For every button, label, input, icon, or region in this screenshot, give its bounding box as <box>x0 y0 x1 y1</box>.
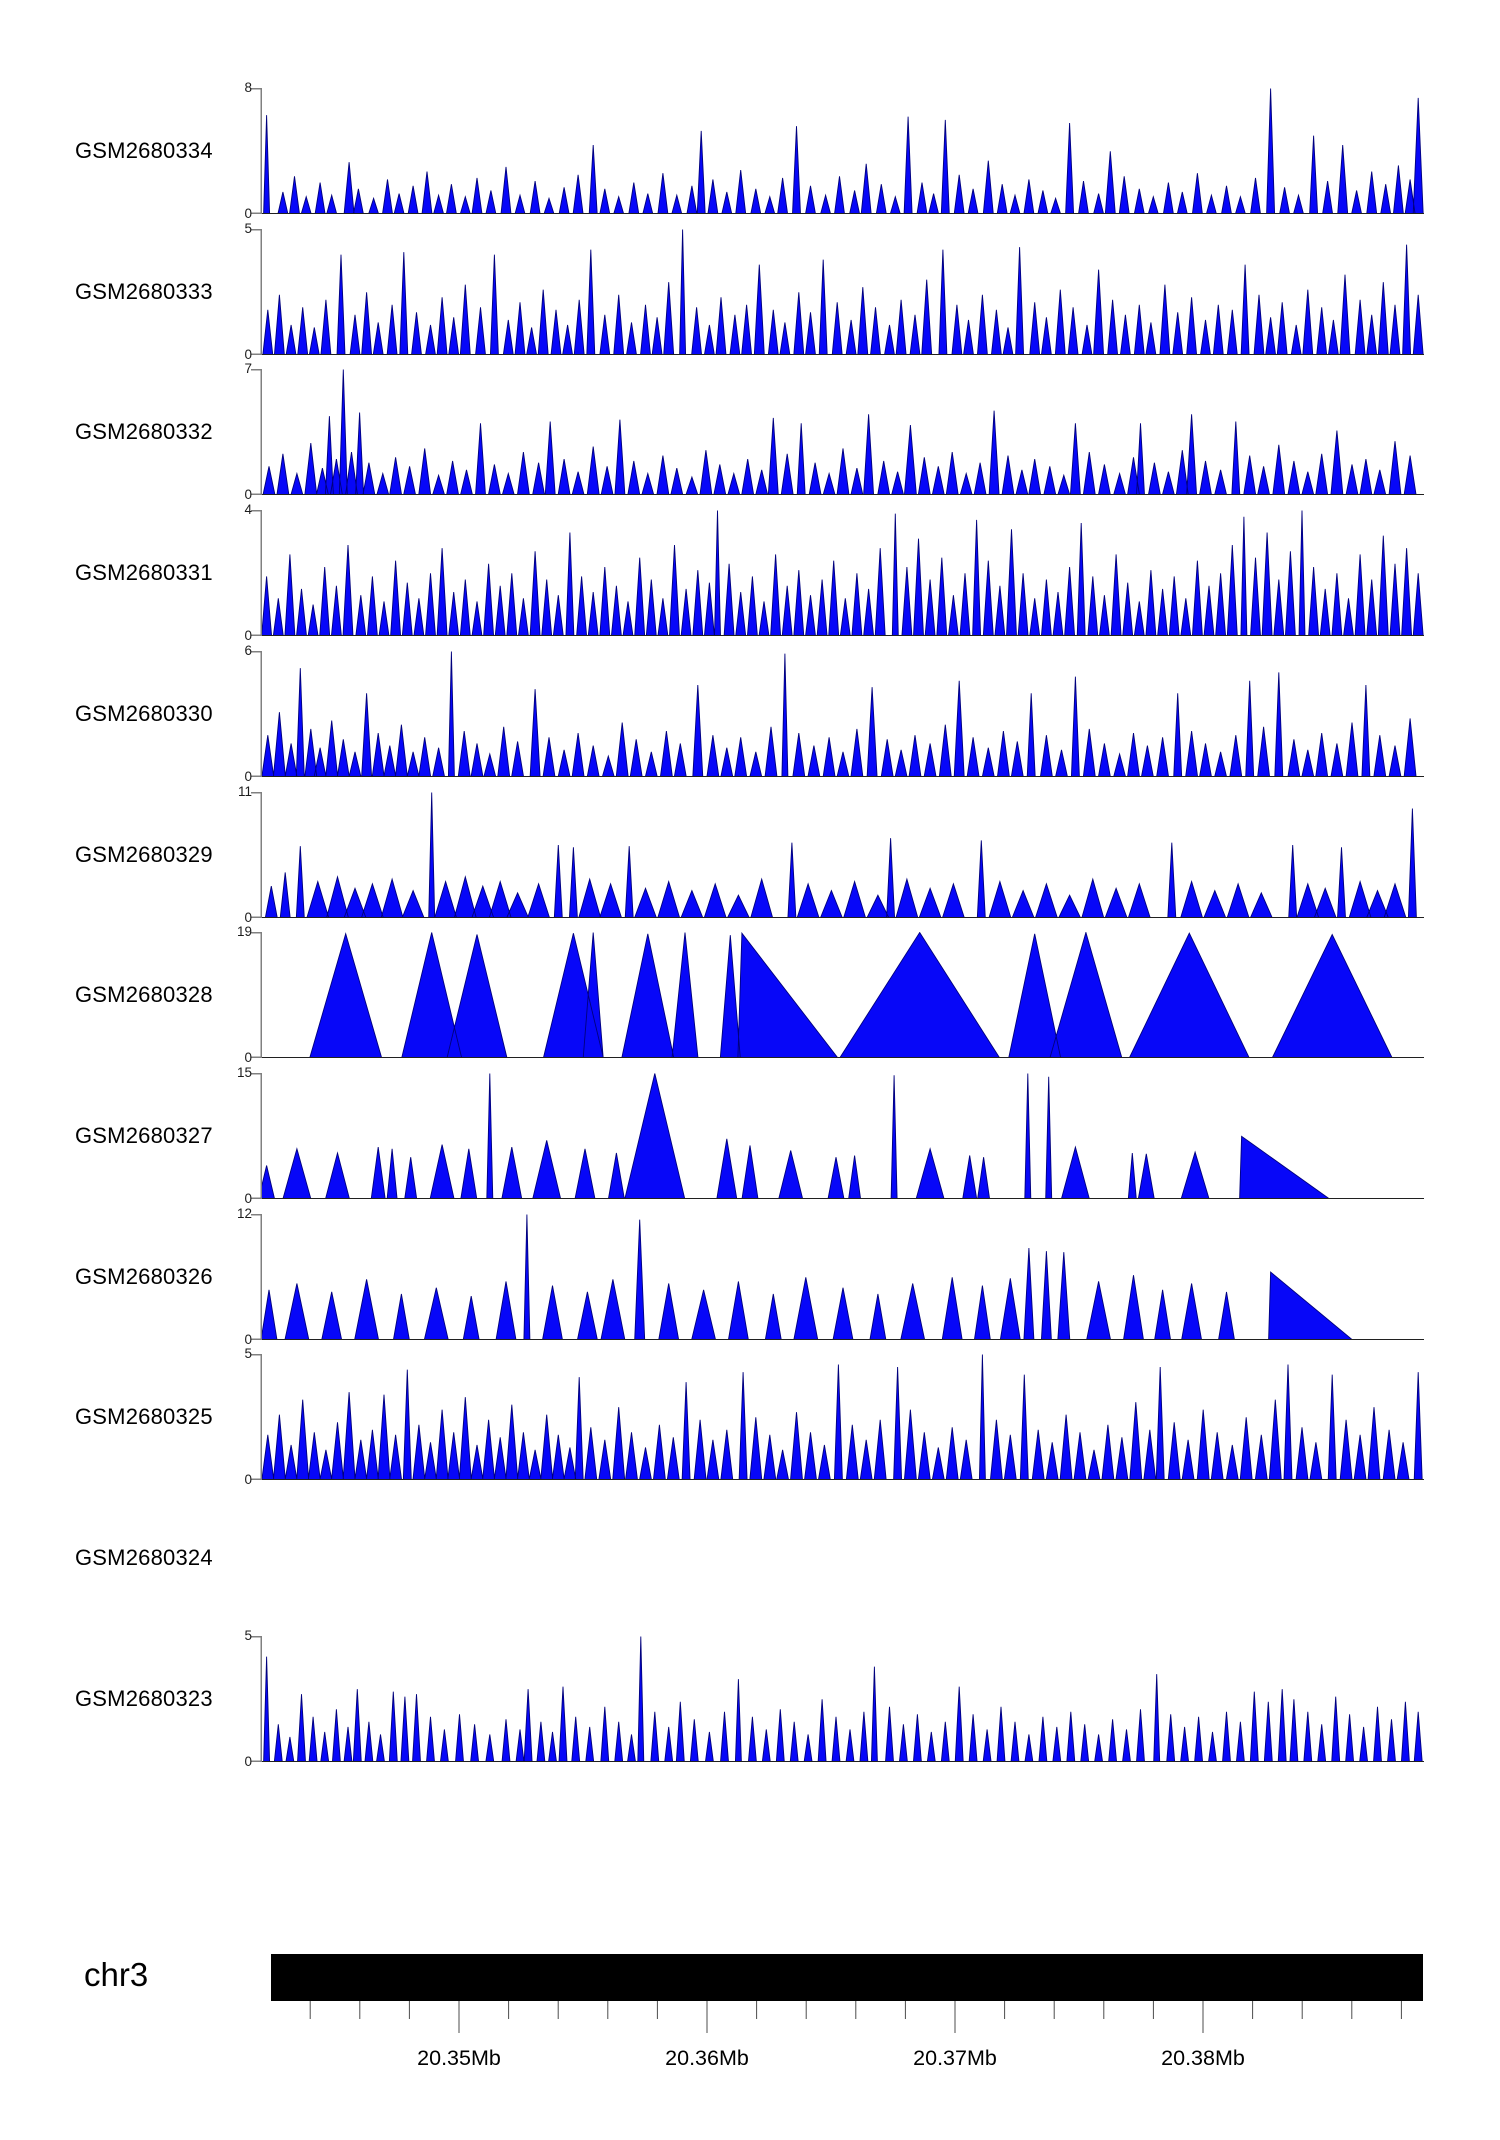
track-row <box>0 1627 1500 1769</box>
y-axis-zero-label: 0 <box>244 1331 252 1347</box>
track-row <box>0 1346 1500 1488</box>
track-y-axis <box>246 651 263 777</box>
track-y-axis <box>246 1073 263 1199</box>
track-row <box>0 502 1500 644</box>
track-row <box>0 642 1500 784</box>
track-y-axis <box>246 932 263 1058</box>
track-label: GSM2680329 <box>75 841 213 867</box>
chromosome-label: chr3 <box>84 1956 149 1993</box>
chromosome-bar <box>271 1954 1423 2001</box>
track-y-axis <box>246 1636 263 1762</box>
coverage-signal <box>262 1073 1424 1199</box>
y-axis-max-label: 5 <box>244 1346 252 1362</box>
track-y-axis <box>246 229 263 355</box>
y-axis-max-label: 11 <box>237 783 252 799</box>
y-axis-zero-label: 0 <box>244 1753 252 1769</box>
y-axis-max-label: 6 <box>244 642 252 658</box>
track-row <box>0 1064 1500 1206</box>
track-label: GSM2680327 <box>75 1122 213 1148</box>
y-axis-max-label: 7 <box>244 361 252 377</box>
axis-tick-label: 20.35Mb <box>417 2046 501 2070</box>
coverage-signal <box>262 792 1424 918</box>
y-axis-zero-label: 0 <box>244 768 252 784</box>
coverage-signal <box>262 88 1424 214</box>
track-label: GSM2680323 <box>75 1685 213 1711</box>
track-label: GSM2680331 <box>75 560 213 586</box>
coverage-signal <box>262 1354 1424 1480</box>
coverage-signal <box>262 1636 1424 1762</box>
track-row <box>0 1495 1500 1621</box>
track-y-axis <box>246 1354 263 1480</box>
track-y-axis <box>246 510 263 636</box>
coverage-signal <box>262 1214 1424 1340</box>
coverage-signal <box>262 932 1424 1058</box>
y-axis-max-label: 15 <box>236 1064 252 1080</box>
y-axis-zero-label: 0 <box>244 346 252 362</box>
coverage-signal <box>262 369 1424 495</box>
track-row <box>0 361 1500 503</box>
track-label: GSM2680324 <box>75 1545 213 1570</box>
track-y-axis <box>246 792 263 918</box>
track-label: GSM2680326 <box>75 1263 213 1289</box>
track-y-axis <box>246 88 263 214</box>
track-row <box>0 80 1500 221</box>
y-axis-max-label: 5 <box>244 220 252 236</box>
y-axis-max-label: 4 <box>244 502 252 518</box>
y-axis-zero-label: 0 <box>244 628 252 644</box>
track-row <box>0 924 1500 1066</box>
track-row <box>0 1205 1500 1347</box>
y-axis-zero-label: 0 <box>244 909 252 925</box>
coverage-signal <box>262 651 1424 777</box>
track-label: GSM2680334 <box>75 138 213 163</box>
track-y-axis <box>246 369 263 495</box>
axis-tick-label: 20.38Mb <box>1161 2046 1245 2070</box>
track-y-axis <box>246 1214 263 1340</box>
track-label: GSM2680333 <box>75 278 213 304</box>
genome-axis-ticks <box>271 2001 1423 2081</box>
track-row <box>0 220 1500 362</box>
y-axis-zero-label: 0 <box>244 1050 252 1066</box>
y-axis-max-label: 5 <box>244 1627 252 1643</box>
y-axis-zero-label: 0 <box>244 206 252 221</box>
y-axis-zero-label: 0 <box>244 1472 252 1488</box>
y-axis-max-label: 19 <box>236 924 252 940</box>
y-axis-zero-label: 0 <box>244 1190 252 1206</box>
axis-tick-label: 20.37Mb <box>913 2046 997 2070</box>
y-axis-zero-label: 0 <box>244 487 252 503</box>
y-axis-max-label: 8 <box>244 80 252 95</box>
coverage-signal <box>262 510 1424 636</box>
y-axis-max-label: 12 <box>236 1205 252 1221</box>
coverage-signal <box>262 229 1424 355</box>
track-row <box>0 783 1500 925</box>
axis-tick-label: 20.36Mb <box>665 2046 749 2070</box>
track-label: GSM2680328 <box>75 982 213 1008</box>
track-label: GSM2680332 <box>75 419 213 445</box>
track-label: GSM2680325 <box>75 1404 213 1430</box>
track-label: GSM2680330 <box>75 700 213 726</box>
